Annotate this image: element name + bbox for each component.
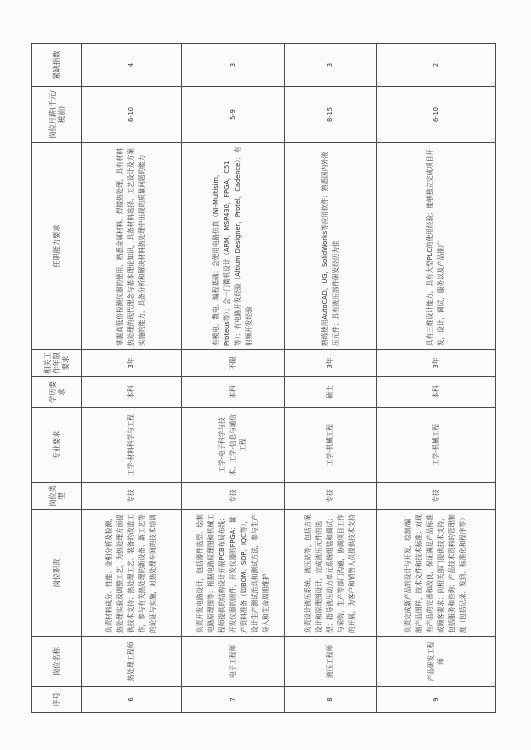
- row-title: 电子工程师: [182, 637, 285, 687]
- row-type: 专技: [82, 483, 182, 510]
- table-header-row: [32, 44, 82, 713]
- header-salary: 岗位月薪(千元/税前): [32, 87, 82, 143]
- row-ability-text: 熟练使用AutoCAD，UG，SolidWorks等应用软件；熟悉国内外液压元件；具有液压部件研发经历为佳: [320, 151, 340, 346]
- row-title: 产品研发工程师: [377, 637, 496, 687]
- header-no: 序号: [32, 687, 82, 713]
- row-type: 专技: [285, 483, 377, 510]
- row-salary: 5-9: [182, 87, 285, 143]
- row-salary: 6-10: [377, 87, 496, 143]
- row-ability: [377, 143, 496, 350]
- table-row: [82, 44, 182, 713]
- row-index: 3: [182, 44, 285, 87]
- row-years: 3年: [377, 350, 496, 377]
- row-duties: [377, 510, 496, 637]
- row-salary: 6-10: [82, 87, 182, 143]
- row-duties: [82, 510, 182, 637]
- table-row: [182, 44, 285, 713]
- table-row: [285, 44, 377, 713]
- row-ability: [182, 143, 285, 350]
- row-years: 3年: [82, 350, 182, 377]
- row-ability: [82, 143, 182, 350]
- header-education: 学历要求: [32, 377, 82, 408]
- row-no: 8: [285, 687, 377, 713]
- header-index: 紧缺指数: [32, 44, 82, 87]
- header-type: 岗位类型: [32, 483, 82, 510]
- row-ability-text: 有模电、数电、编程基础；会使用电路仿真（NI-Multisim，Proteus等）；会一门微机设计（ARM，MSP430，FPGA，C51等）；有电路开发经验（Altium Designer，Protel，Cadence）；有射频开发经验: [212, 146, 253, 346]
- row-no: 6: [82, 687, 182, 713]
- row-duties-text: 负责开发电路设计，包括器件选型、绘制电路原理图等；根据电路原理图和机械工程师提供的结构设计开展PCB布局布线；开发仪器的固件，开发仪器的FPGA；量产资料准备（如BOM、SOP、IQC等），设计生产测试治具和测试方法，参与生产导入和生命周期维护: [195, 514, 270, 633]
- row-ability-text: 掌握高低倍检测仪器的使用，熟悉金属材料、焊接热处理，具有材料热处理的现代理念与基本理论知识，具备材料选择、工艺设计及方案实施的能力，具备分析和解决材料热处理中出现的质量问题的能力: [116, 148, 146, 346]
- row-duties: [285, 510, 377, 637]
- row-education: 本科: [377, 377, 496, 408]
- row-index: 2: [377, 44, 496, 87]
- header-years: 相关工作年限要求: [32, 350, 82, 377]
- row-ability-text: 具有三维设计能力，具有大型PLC的使用经验；能够独立完成项目开发，设计，调试，服务以及产品推广: [426, 149, 445, 346]
- job-requirements-table: [31, 43, 496, 713]
- row-education: 本科: [182, 377, 285, 408]
- row-years: 3年: [285, 350, 377, 377]
- row-index: 3: [285, 44, 377, 87]
- row-duties-text: 负责材料成分、性能、金相分析及检测，热处理实验及调整工艺，为热处理方面提供技术支持；热处理工艺、装备的改造工作，参与有关热处理的新设备、新工艺等的论证与实施，对热处理车间的技术培训: [105, 514, 157, 633]
- row-duties-text: 负责设计液压系统、液压站等，包括方案设计和原理图设计，完成液压元件的选型；指导液压动力单元系统组装和调试；与采购、生产等部门沟通，协调项目工作的开展，为客户和销售人员提供技术支持: [304, 514, 356, 633]
- rotated-table-container: [31, 44, 495, 713]
- row-salary: 8-15: [285, 87, 377, 143]
- row-education: 硕士: [285, 377, 377, 408]
- row-index: 4: [82, 44, 182, 87]
- row-major: 工学-电子科学与技术、工学-信息与通信工程: [182, 408, 285, 483]
- row-major: 工学-机械工程: [377, 408, 496, 483]
- row-ability: [285, 143, 377, 350]
- row-no: 7: [182, 687, 285, 713]
- header-title: 岗位名称: [32, 637, 82, 687]
- row-education: 本科: [82, 377, 182, 408]
- row-title: 液压工程师: [285, 637, 377, 687]
- header-ability: 任职能力要求: [32, 143, 82, 350]
- row-type: 专技: [182, 483, 285, 510]
- row-major: 工学-机械工程: [285, 408, 377, 483]
- row-duties: [182, 510, 285, 637]
- row-title: 热处理工程师: [82, 637, 182, 687]
- row-years: 不限: [182, 350, 285, 377]
- row-duties-text: 负责完成新产品的设计与开发，绘制/编制产品图样，技术文件和技术标准；对现有产品的完善和改良，保证满足产品标准或顾客要求；向相关部门提供技术支持，包括服务和咨询；产品技术资料的管理制度（包括记录、发到、标准化和程序等）: [404, 514, 467, 633]
- row-major: 工学-材料科学与工程: [82, 408, 182, 483]
- row-no: 9: [377, 687, 496, 713]
- row-type: 专技: [377, 483, 496, 510]
- table-row: [377, 44, 496, 713]
- header-major: 专业要求: [32, 408, 82, 483]
- header-duties: 岗位职责: [32, 510, 82, 637]
